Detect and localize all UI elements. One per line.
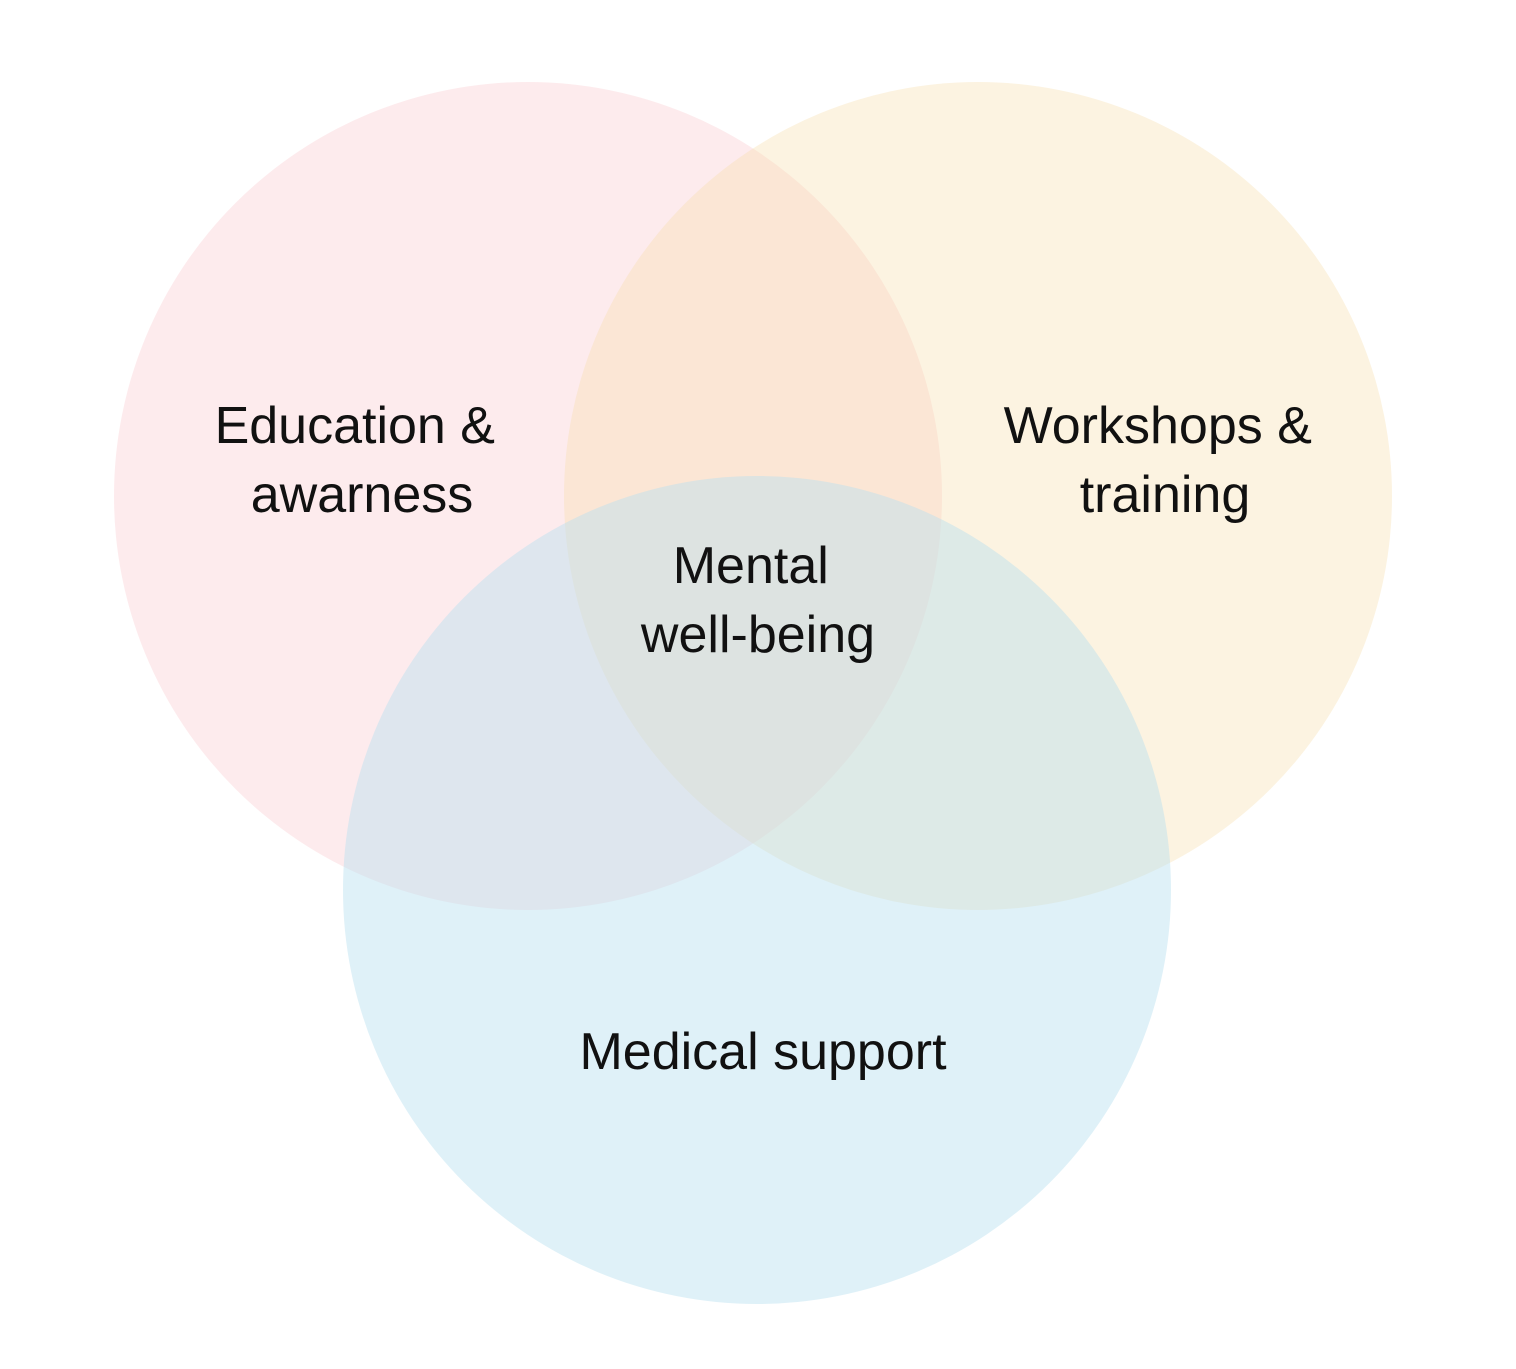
label-workshops-line-2: training bbox=[1079, 466, 1251, 524]
label-education-line-2: awarness bbox=[250, 466, 474, 524]
circle-medical bbox=[343, 476, 1171, 1304]
label-center-line-1: Mental bbox=[672, 537, 829, 595]
label-workshops-line-1: Workshops & bbox=[1003, 397, 1312, 455]
label-medical bbox=[579, 1023, 947, 1081]
label-education-line-1: Education & bbox=[214, 397, 495, 455]
label-medical-line-1: Medical support bbox=[579, 1023, 947, 1081]
label-center-line-2: well-being bbox=[640, 606, 876, 664]
